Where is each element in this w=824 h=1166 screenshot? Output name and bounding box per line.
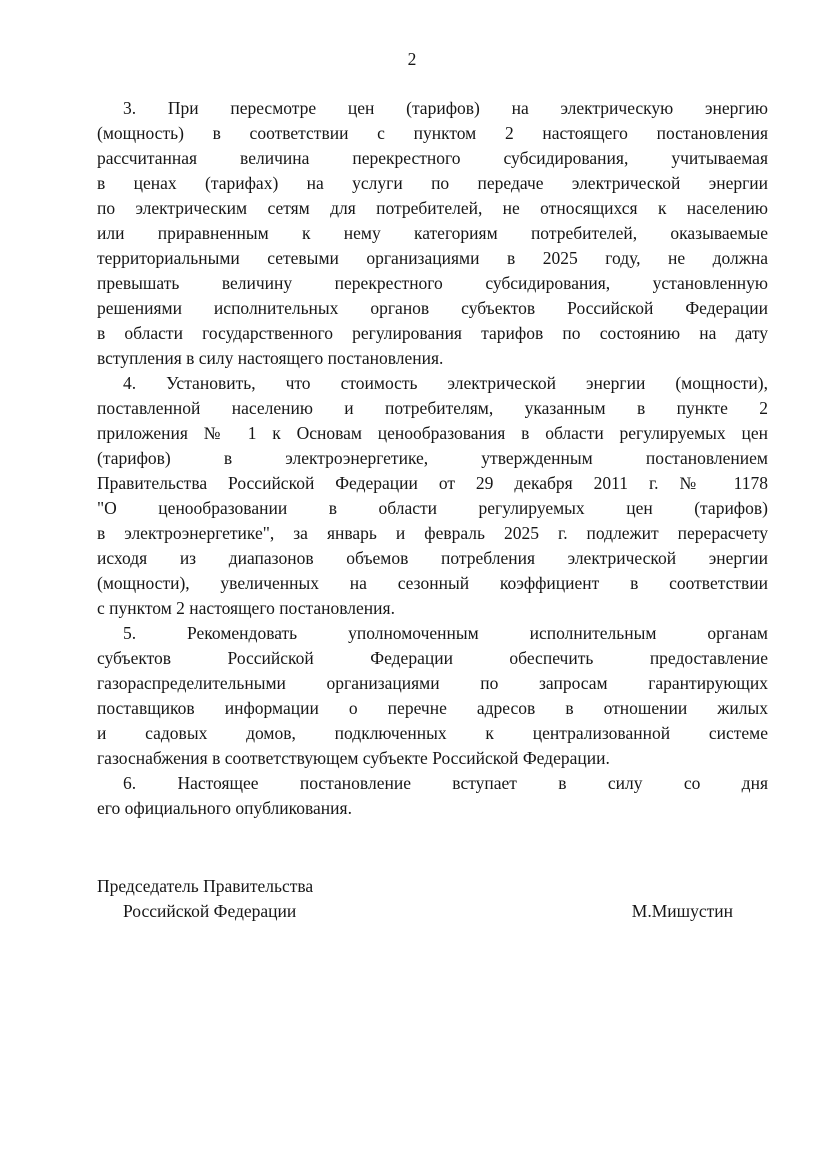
text-line: приложения № 1 к Основам ценообразования в области регулируемых цен [97,423,768,443]
text-line: "О ценообразовании в области регулируемых цен (тарифов) [97,498,768,518]
text-line: 6. Настоящее постановление вступает в силу со дня [123,773,768,793]
text-line: в ценах (тарифах) на услуги по передаче электрической энергии [97,173,768,193]
text-line: газоснабжения в соответствующем субъекте Российской Федерации. [97,748,610,768]
text-line: по электрическим сетям для потребителей, не относящихся к населению [97,198,768,218]
paragraph-4 [97,371,768,621]
text-line: поставленной населению и потребителям, указанным в пункте 2 [97,398,768,418]
paragraph-5 [97,621,768,771]
text-line: исходя из диапазонов объемов потребления электрической энергии [97,548,768,568]
text-line: в области государственного регулирования тарифов по состоянию на дату [97,323,768,343]
text-line: с пунктом 2 настоящего постановления. [97,598,395,618]
signature-block [97,874,733,924]
page-number: 2 [407,49,417,69]
text-line: газораспределительными организациями по запросам гарантирующих [97,673,768,693]
signatory-title-line1: Председатель Правительства [97,876,314,896]
text-line: 4. Установить, что стоимость электрической энергии (мощности), [123,373,768,393]
text-line: решениями исполнительных органов субъектов Российской Федерации [97,298,768,318]
text-line: 5. Рекомендовать уполномоченным исполнительным органам [123,623,768,643]
signatory-name: М.Мишустин [631,901,733,921]
text-line: и садовых домов, подключенных к централизованной системе [97,723,768,743]
text-line: (тарифов) в электроэнергетике, утвержденным постановлением [97,448,768,468]
text-line: в электроэнергетике", за январь и февраль 2025 г. подлежит перерасчету [97,523,768,543]
text-line: вступления в силу настоящего постановления. [97,348,444,368]
text-line: превышать величину перекрестного субсидирования, установленную [97,273,768,293]
text-line: субъектов Российской Федерации обеспечить предоставление [97,648,768,668]
document-body [97,96,768,821]
text-line: Правительства Российской Федерации от 29 декабря 2011 г. № 1178 [97,473,768,493]
text-line: или приравненным к нему категориям потребителей, оказываемые [97,223,768,243]
text-line: поставщиков информации о перечне адресов в отношении жилых [97,698,768,718]
paragraph-6 [97,771,768,821]
text-line: рассчитанная величина перекрестного субсидирования, учитываемая [97,148,768,168]
text-line: 3. При пересмотре цен (тарифов) на электрическую энергию [123,98,768,118]
signatory-title-line2: Российской Федерации [123,901,297,921]
paragraph-3 [97,96,768,371]
text-line: территориальными сетевыми организациями в 2025 году, не должна [97,248,768,268]
text-line: его официального опубликования. [97,798,352,818]
text-line: (мощность) в соответствии с пунктом 2 настоящего постановления [97,123,768,143]
text-line: (мощности), увеличенных на сезонный коэффициент в соответствии [97,573,768,593]
